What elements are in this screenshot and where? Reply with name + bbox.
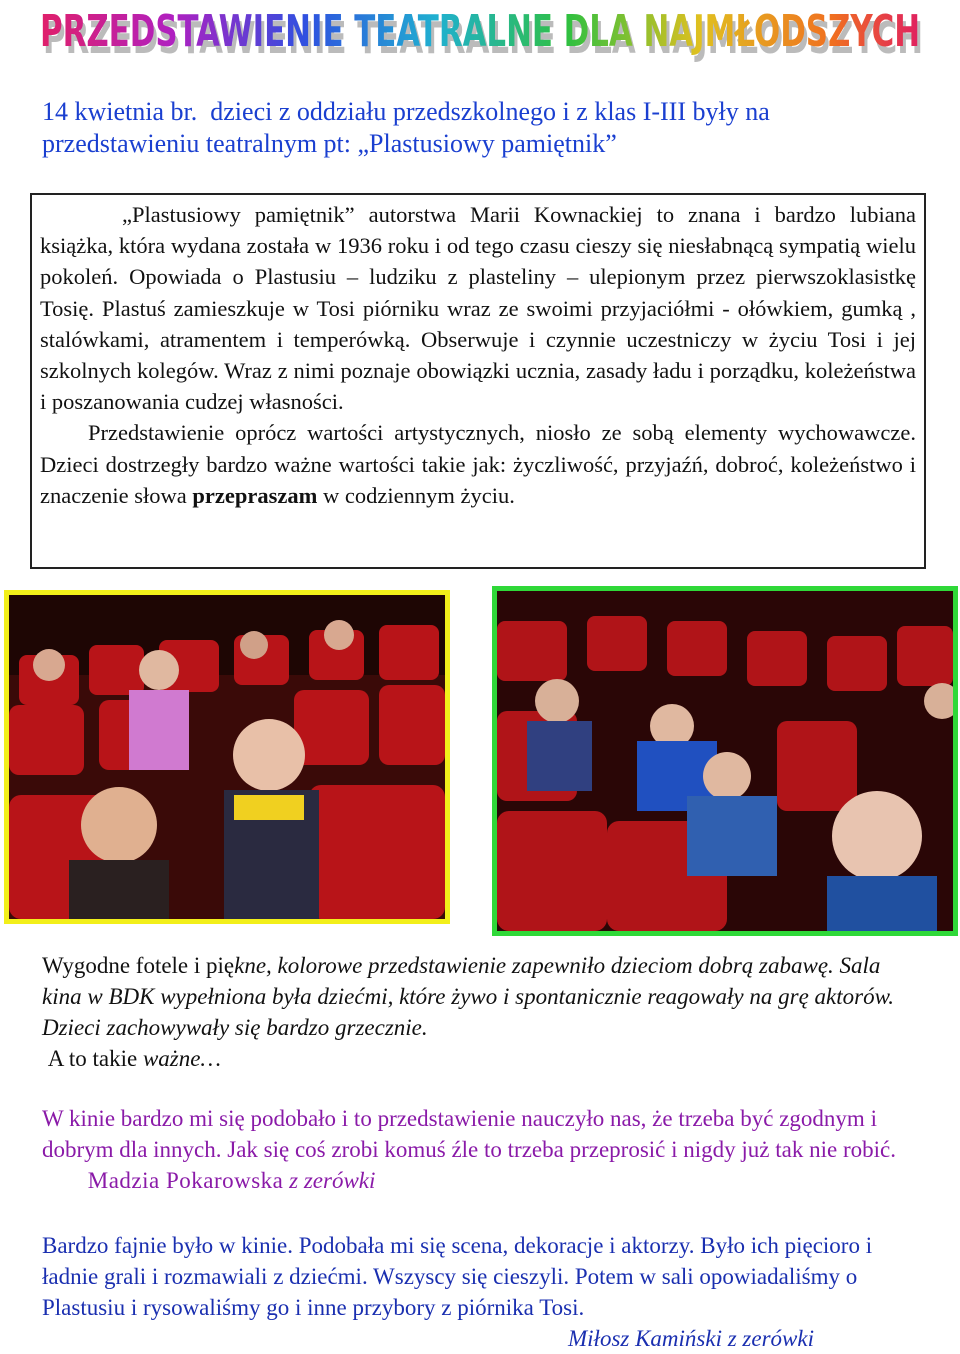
- banner-text: PRZEDSTAWIENIE TEATRALNE DLA NAJMŁODSZYCH: [40, 6, 921, 57]
- quote-madzia-class: z zerówki: [289, 1168, 376, 1193]
- banner-title: [20, 0, 940, 62]
- caption-normal: Wygodne fotele i pię: [42, 953, 235, 978]
- banner-wordart: [20, 0, 940, 62]
- intro-paragraph: [42, 96, 922, 160]
- banner-shadow: PRZEDSTAWIENIE TEATRALNE DLA NAJMŁODSZYCH: [43, 13, 924, 62]
- book-description-paragraph: „Plastusiowy pamiętnik” autorstwa Marii Kownackiej to znana i bardzo lubiana książka, która wydana została w 1936 roku i od tego czasu cieszy się niesłabnącą sympatią wielu pokoleń. Opowiada o Plastusiu – ludziku z plasteliny – ulepionym przez pierwszoklasistkę Tosię. Plastuś zamieszkuje w Tosi piórniku wraz ze swoimi przyjaciółmi - ołówkiem, gumką , stalówkami, atramentem i temperówką. Obserwuje i czynnie uczestniczy w życiu Tosi i jej szkolnych kolegów. Wraz z nimi poznaje obowiązki ucznia, zasady ładu i porządku, koleżeństwa i poszanowania cudzej własności.: [40, 202, 916, 415]
- book-description-box: [30, 193, 926, 569]
- quote-milosz-author: Miłosz Kamiński z zerówki: [568, 1326, 814, 1351]
- values-end: w codziennym życiu.: [323, 482, 515, 508]
- caption-italic: kne, kolorowe przedstawienie zapewniło dzieciom dobrą zabawę. Sala kina w BDK wypełniona była dziećmi, które żywo i spontanicznie reagowały na grę aktorów. Dzieci zachowywały się bardzo grzecznie.: [42, 953, 894, 1040]
- quote-milosz: [42, 1230, 922, 1351]
- quote-milosz-text: Bardzo fajnie było w kinie. Podobała mi się scena, dekoracje i aktorzy. Było ich pięcioro i ładnie grali i rozmawiali z dziećmi. Wszyscy się cieszyli. Potem w sali opowiadaliśmy o Plastusiu i rysowaliśmy go i inne przybory z piórnika Tosi.: [42, 1233, 873, 1320]
- photo-left: [4, 590, 450, 924]
- quote-madzia-author: Madzia Pokarowska: [87, 1168, 284, 1193]
- caption-line4-italic: ważne…: [142, 1046, 221, 1071]
- photo-left-image: [9, 595, 445, 919]
- values-bold-word: przepraszam: [192, 482, 318, 508]
- quote-madzia-text: W kinie bardzo mi się podobało i to przedstawienie nauczyło nas, że trzeba być zgodnym i dobrym dla innych. Jak się coś zrobi komuś źle to trzeba przeprosić i nigdy już tak nie robić.: [42, 1106, 896, 1162]
- values-paragraph: [40, 417, 916, 511]
- quote-madzia: [42, 1103, 922, 1196]
- intro-text: dzieci z oddziału przedszkolnego i z klas I-III były na przedstawieniu teatralnym pt: „Plastusiowy pamiętnik”: [42, 97, 770, 158]
- photo-right: [492, 586, 958, 936]
- photo-right-image: [497, 591, 953, 931]
- values-text: Przedstawienie oprócz wartości artystycznych, niosło ze sobą elementy wychowawcze. Dzieci dostrzegły bardzo ważne wartości takie jak: życzliwość, przyjaźń, dobroć, koleżeństwo i znaczenie słowa: [40, 420, 916, 508]
- photo-caption: [42, 950, 922, 1074]
- caption-line4-normal: A to takie: [47, 1046, 138, 1071]
- intro-date: 14 kwietnia br.: [42, 97, 198, 126]
